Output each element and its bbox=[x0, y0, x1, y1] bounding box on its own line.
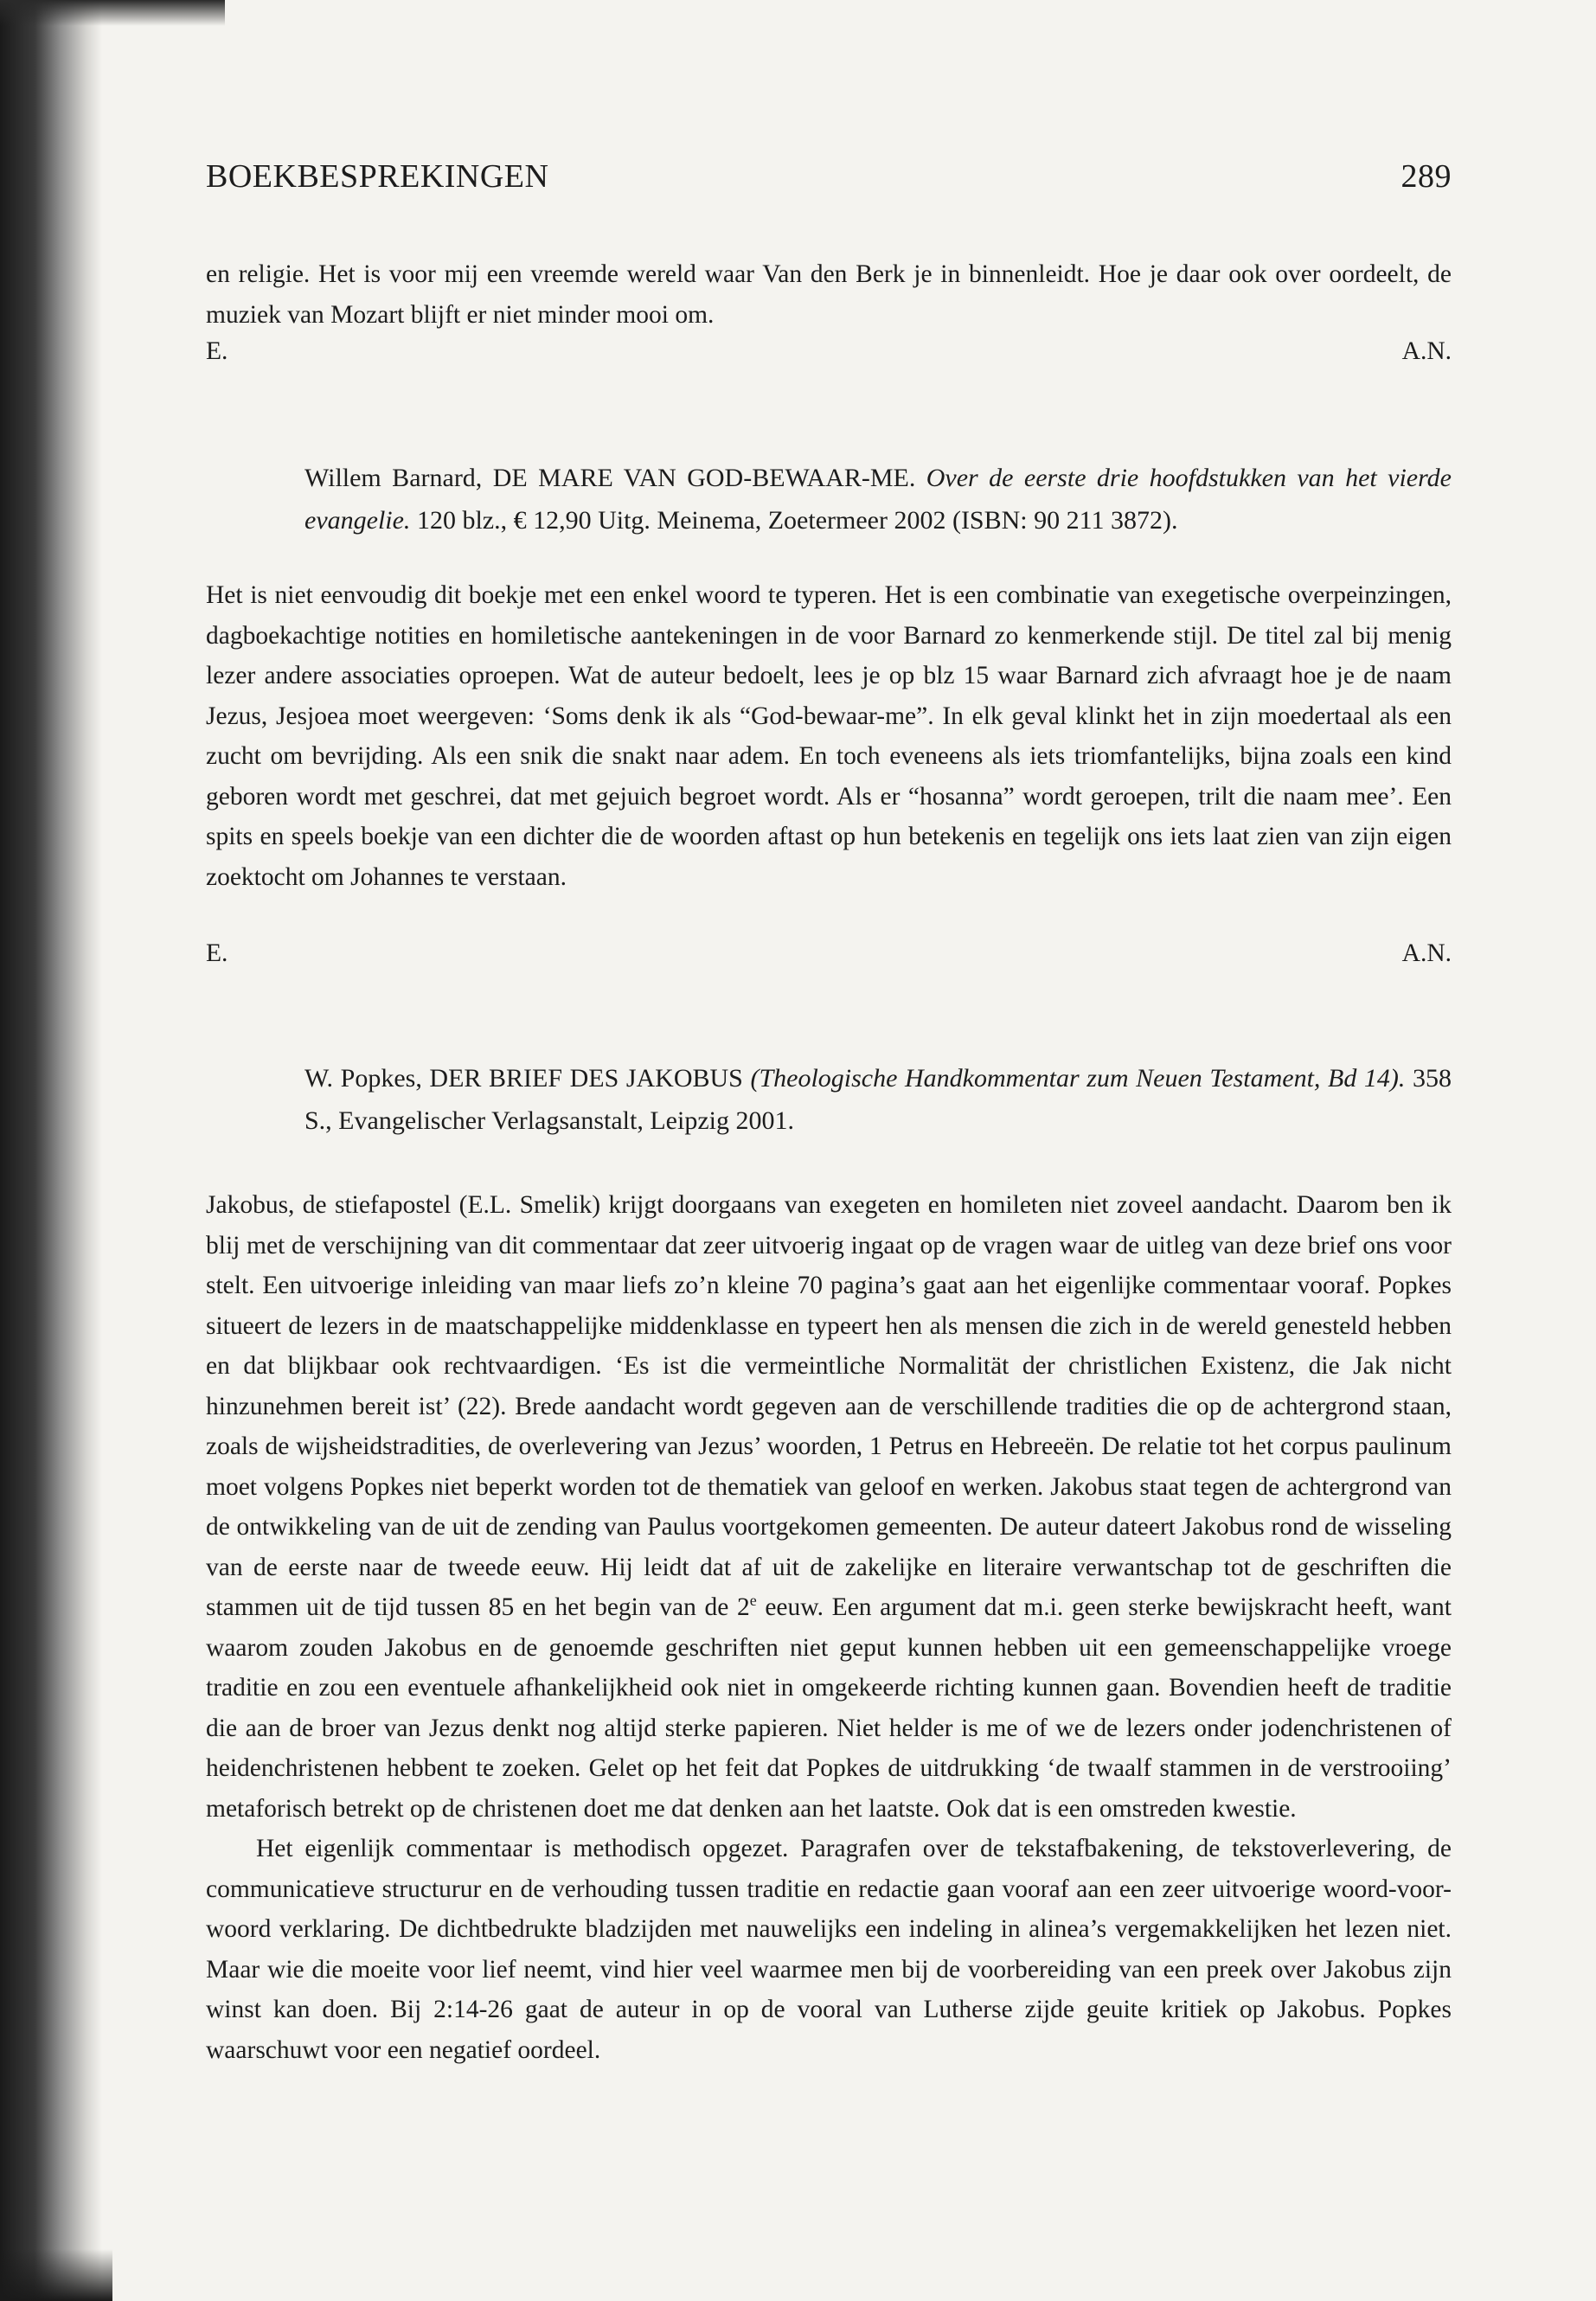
review2-body-block bbox=[206, 1185, 1452, 2070]
review1-details: 120 blz., € 12,90 Uitg. Meinema, Zoetermeer 2002 (ISBN: 90 211 3872). bbox=[410, 506, 1178, 535]
review1-subtitle: Over de eerste drie hoofdstukken van het vierde evangelie. bbox=[304, 464, 1452, 535]
intro-paragraph: en religie. Het is voor mij een vreemde wereld waar Van den Berk je in binnenleidt. Hoe je daar ook over oordeelt, de muziek van Mozart blijft er niet minder mooi om. bbox=[206, 260, 1452, 329]
scan-bottom-shadow bbox=[0, 2249, 112, 2301]
review1-signature bbox=[206, 939, 1452, 979]
intro-signature bbox=[206, 337, 1452, 377]
page-number: 289 bbox=[1401, 158, 1452, 195]
signature-place: E. bbox=[206, 939, 228, 967]
signature-initials: A.N. bbox=[1401, 939, 1452, 967]
scan-binding-shadow bbox=[0, 0, 102, 2301]
review1-bibliography bbox=[304, 457, 1452, 542]
review2-details: 358 S., Evangelischer Verlagsanstalt, Leipzig 2001. bbox=[304, 1064, 1452, 1135]
signature-initials: A.N. bbox=[1401, 337, 1452, 365]
review2-paragraph-2: Het eigenlijk commentaar is methodisch opgezet. Paragrafen over de tekstafbakening, de tekstoverlevering, de communicatieve structurur en de verhouding tussen traditie en redactie gaan vooraf aan een zeer uitvoerige woord-voor-woord verklaring. De dichtbedrukte bladzijden met nauwelijks een indeling in alinea’s vergemakkelijken het lezen niet. Maar wie die moeite voor lief neemt, vind hier veel waarmee men bij de voorbereiding van een preek over Jakobus zijn winst kan doen. Bij 2:14-26 gaat de auteur in op de vooral van Lutherse zijde geuite kritiek op Jakobus. Popkes waarschuwt voor een negatief oordeel. bbox=[206, 1835, 1452, 2064]
running-head bbox=[206, 157, 1452, 201]
review2-bibliography bbox=[304, 1057, 1452, 1142]
century-superscript: e bbox=[749, 1592, 757, 1610]
review2-paragraph-1 bbox=[206, 1185, 1452, 1829]
review2-title: DER BRIEF DES JAKOBUS bbox=[429, 1064, 751, 1093]
review2-paragraph-1-part-a: Jakobus, de stiefapostel (E.L. Smelik) krijgt doorgaans van exegeten en homileten niet zoveel aandacht. Daarom ben ik blij met de verschijning van dit commentaar dat zeer uitvoerig ingaat op de vragen waar de uitleg van deze brief ons voor stelt. Een uitvoerige inleiding van maar liefs zo’n kleine 70 pagina’s gaat aan het eigenlijke commentaar vooraf. Popkes situeert de lezers in de maatschappelijke middenklasse en typeert hen als mensen die zich in de wereld genesteld hebben en dat blijkbaar ook rechtvaardigen. ‘Es ist die vermeintliche Normalität der christlichen Existenz, die Jak nicht hinzunehmen bereit ist’ (22). Brede aandacht wordt gegeven aan de verschillende tradities die op de achtergrond staan, zoals de wijsheidstradities, de overlevering van Jezus’ woorden, 1 Petrus en Hebreeën. De relatie tot het corpus paulinum moet volgens Popkes niet beperkt worden tot de thematiek van geloof en werken. Jakobus staat tegen de achtergrond van de ontwikkeling van de uit de zending van Paulus voortgekomen gemeenten. De auteur dateert Jakobus rond de wisseling van de eerste naar de tweede eeuw. Hij leidt dat af uit de zakelijke en literaire verwantschap tot de geschriften die stammen uit de tijd tussen 85 en het begin van de 2 bbox=[206, 1191, 1452, 1621]
review1-author: Willem Barnard, bbox=[304, 464, 493, 492]
signature-place: E. bbox=[206, 337, 228, 365]
review2-author: W. Popkes, bbox=[304, 1064, 430, 1093]
scan-top-shadow bbox=[0, 0, 225, 26]
review1-body-block bbox=[206, 575, 1452, 897]
review2-paragraph-1-part-b: eeuw. Een argument dat m.i. geen sterke bewijskracht heeft, want waarom zouden Jakobus en de genoemde geschriften niet geput kunnen hebben uit een gemeenschappelijke vroege traditie en zou een eventuele afhankelijkheid ook niet in omgekeerde richting kunnen gaan. Bovendien heeft de traditie die aan de broer van Jezus denkt nog altijd sterke papieren. Niet helder is me of we de lezers onder jodenchristenen of heidenchristenen hebbent te zoeken. Gelet op het feit dat Popkes de uitdrukking ‘de twaalf stammen in de verstrooiing’ metaforisch betrekt op de christenen doet me dat denken aan het laatste. Ook dat is een omstreden kwestie. bbox=[206, 1593, 1452, 1823]
section-title: BOEKBESPREKINGEN bbox=[206, 158, 549, 195]
review2-series: (Theologische Handkommentar zum Neuen Testament, Bd 14). bbox=[750, 1064, 1406, 1093]
review1-body: Het is niet eenvoudig dit boekje met een enkel woord te typeren. Het is een combinatie van exegetische overpeinzingen, dagboekachtige notities en homiletische aantekeningen in de voor Barnard zo kenmerkende stijl. De titel zal bij menig lezer andere associaties oproepen. Wat de auteur bedoelt, lees je op blz 15 waar Barnard zich afvraagt hoe je de naam Jezus, Jesjoea moet weergeven: ‘Soms denk ik als “God-bewaar-me”. In elk geval klinkt het in zijn moedertaal als een zucht om bevrijding. Als een snik die snakt naar adem. En toch eveneens als iets triomfantelijks, bijna zoals een kind geboren wordt met geschrei, dat met gejuich begroet wordt. Als er “hosanna” wordt geroepen, trilt die naam mee’. Een spits en speels boekje van een dichter die de woorden aftast op hun betekenis en tegelijk ons iets laat zien van zijn eigen zoektocht om Johannes te verstaan. bbox=[206, 581, 1452, 891]
review1-title: DE MARE VAN GOD-BEWAAR-ME. bbox=[492, 464, 926, 492]
intro-paragraph-block bbox=[206, 254, 1452, 335]
